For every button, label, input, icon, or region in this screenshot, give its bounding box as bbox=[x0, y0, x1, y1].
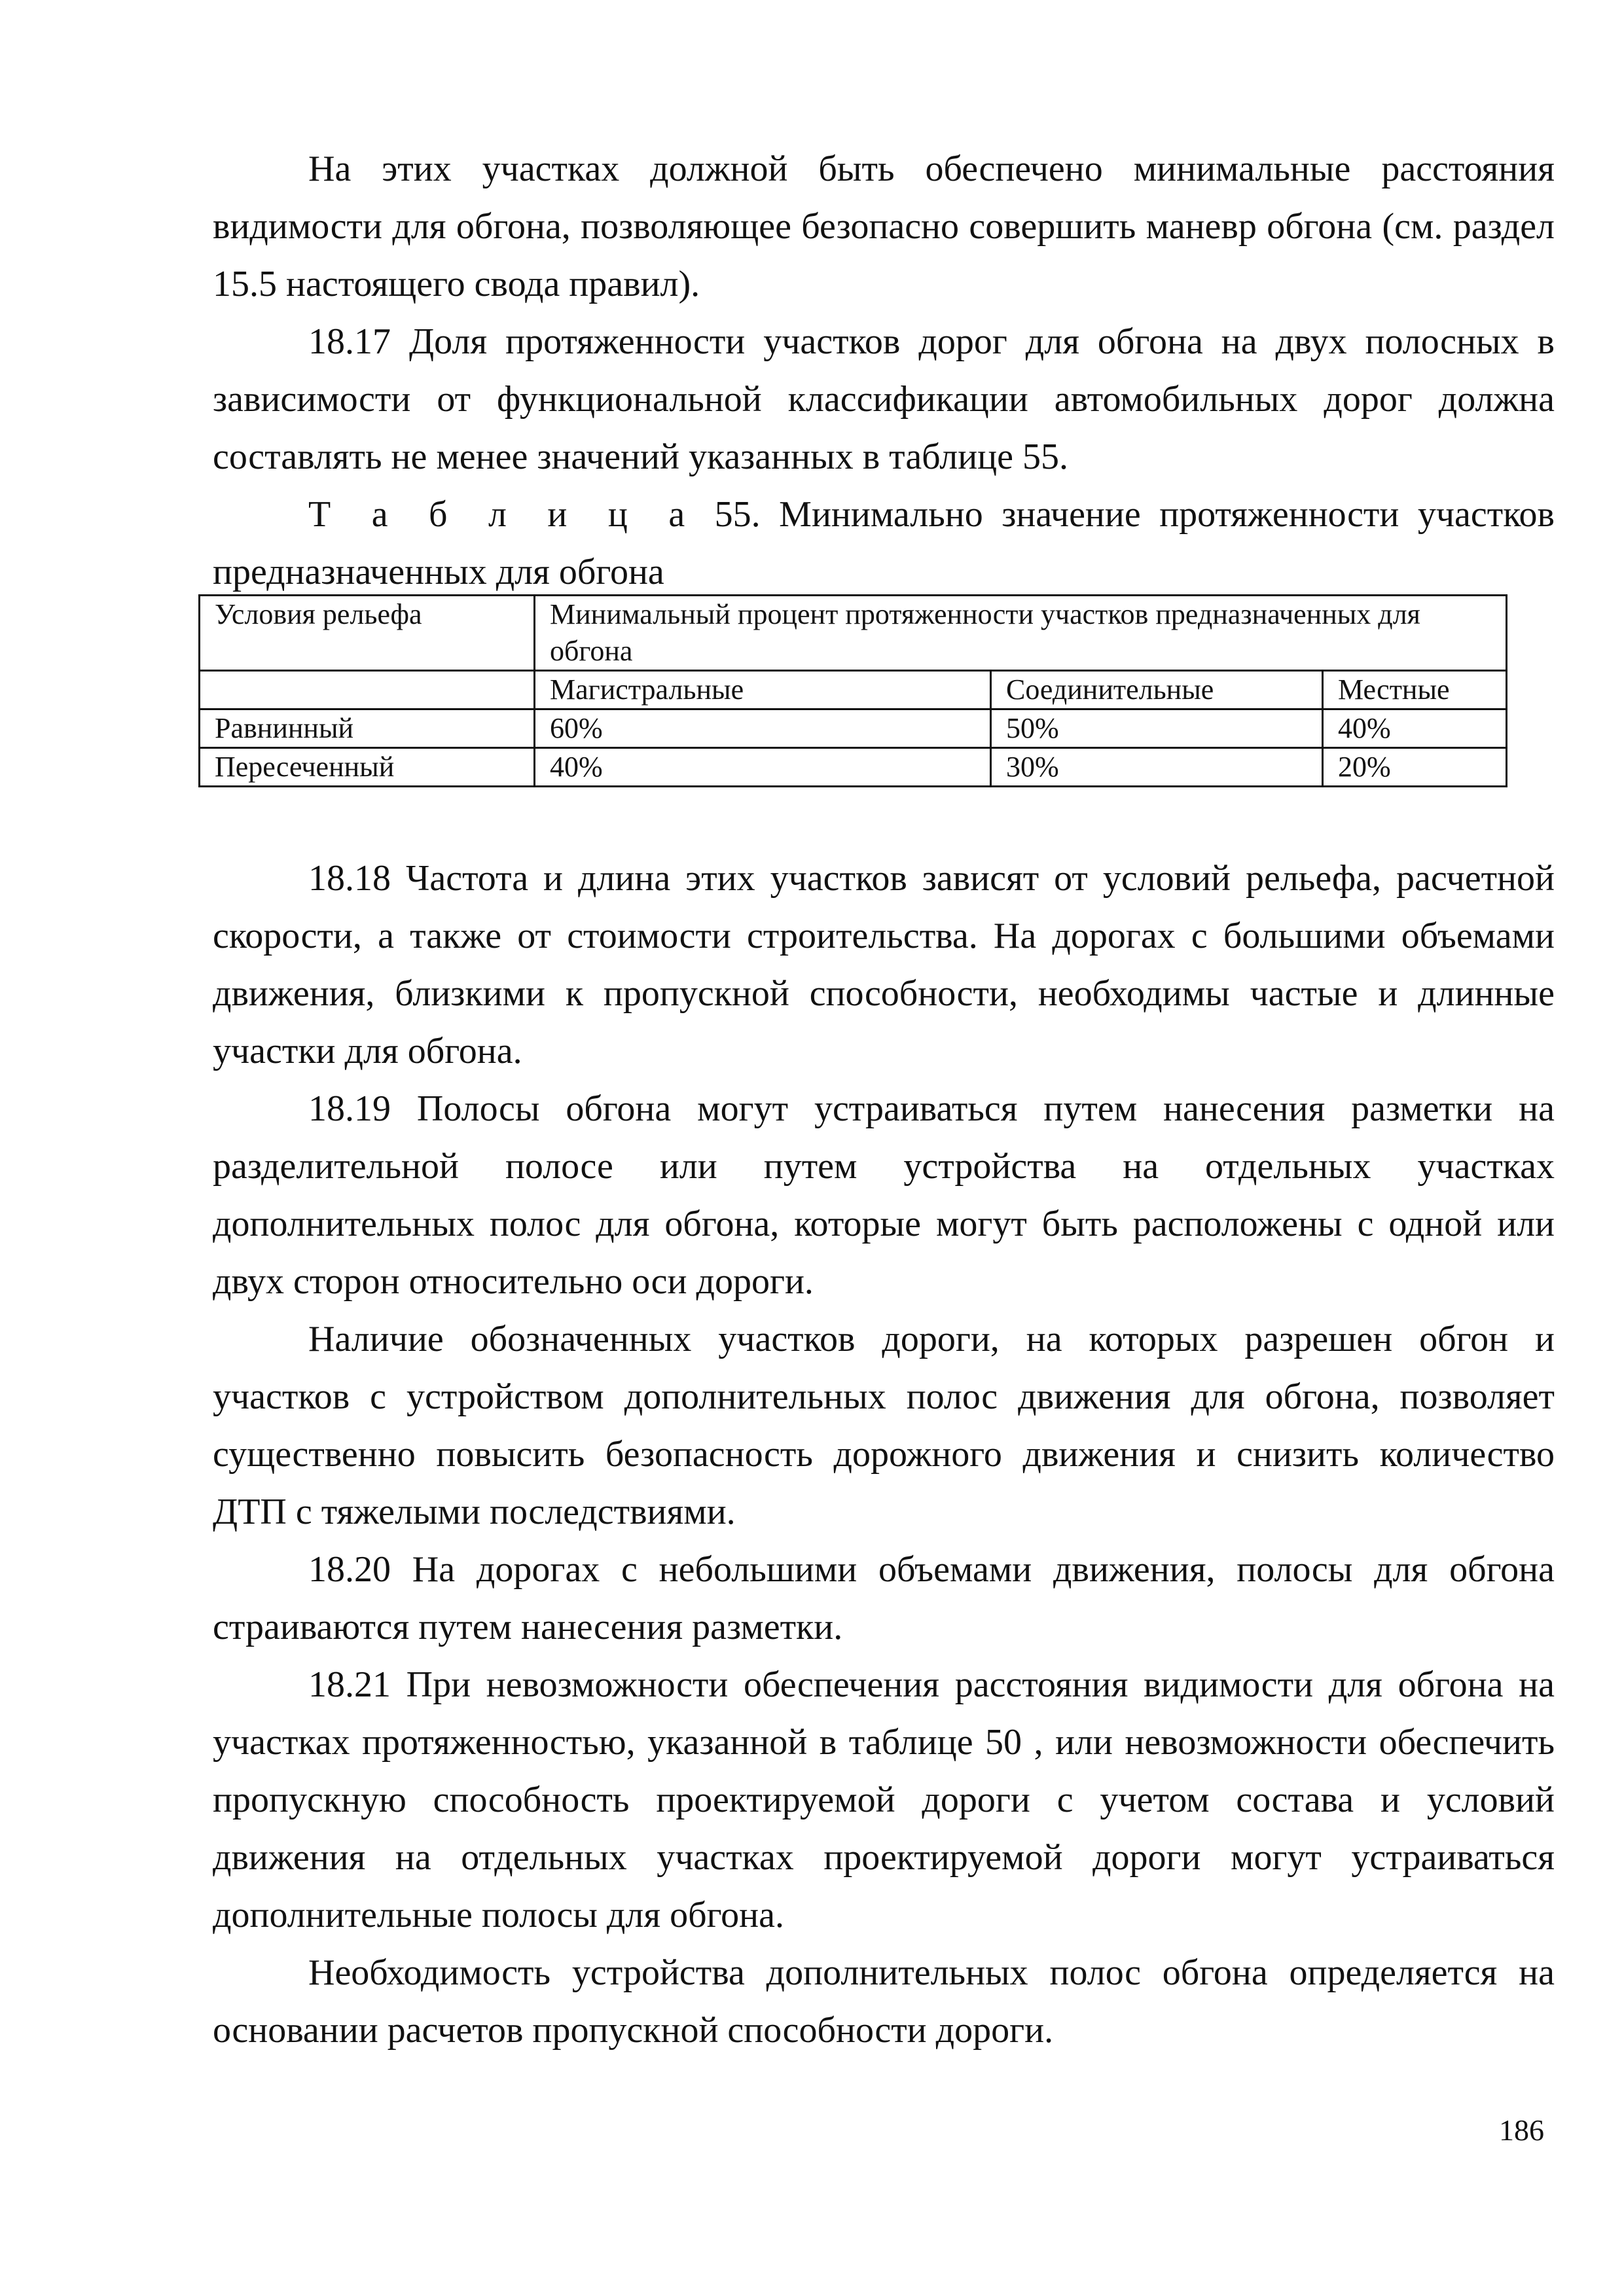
paragraph: Необходимость устройства дополнительных полос обгона определяется на основании расчетов пропускной способности дороги. bbox=[213, 1952, 1555, 2051]
paragraph-18-18: 18.18 Частота и длина этих участков зависят от условий рельефа, расчетной скорости, а также от стоимости строительства. На дорогах с большими объемами движения, близкими к пропускной способности, необходимы частые и длинные участки для обгона. bbox=[213, 858, 1555, 1071]
paragraph: На этих участках должной быть обеспечено минимальные расстояния видимости для обгона, позволяющее безопасно совершить маневр обгона (см. раздел 15.5 настоящего свода правил). bbox=[213, 149, 1555, 304]
table-caption-text: 55. Минимально значение протяженности участков предназначенных для обгона bbox=[213, 494, 1555, 592]
table-row bbox=[200, 709, 1507, 748]
table-caption bbox=[213, 486, 1555, 601]
row-label: Пересеченный bbox=[200, 748, 535, 787]
text-block-top bbox=[213, 140, 1555, 601]
paragraph-18-21: 18.21 При невозможности обеспечения расстояния видимости для обгона на участках протяженностью, указанной в таблице 50 , или невозможности обеспечить пропускную способность проектируемой дороги с учетом состава и условий движения на отдельных участках проектируемой дороги могут устраиваться дополнительные полосы для обгона. bbox=[213, 1664, 1555, 1935]
subheader-trunk: Магистральные bbox=[535, 671, 991, 709]
table-caption-word: Т а б л и ц а bbox=[308, 494, 696, 535]
header-min-percent: Минимальный процент протяженности участков предназначенных для обгона bbox=[535, 596, 1507, 671]
text-block-bottom bbox=[213, 850, 1555, 2059]
row-label: Равнинный bbox=[200, 709, 535, 748]
empty-cell bbox=[200, 671, 535, 709]
subheader-local: Местные bbox=[1323, 671, 1507, 709]
paragraph-18-20: 18.20 На дорогах с небольшими объемами движения, полосы для обгона страиваются путем нанесения разметки. bbox=[213, 1549, 1555, 1647]
table-row bbox=[200, 748, 1507, 787]
table-cell: 40% bbox=[1323, 709, 1507, 748]
subheader-connecting: Соединительные bbox=[991, 671, 1323, 709]
page-number: 186 bbox=[1499, 2113, 1544, 2147]
paragraph-18-19: 18.19 Полосы обгона могут устраиваться путем нанесения разметки на разделительной полосе или путем устройства на отдельных участках дополнительных полос для обгона, которые могут быть расположены с одной или двух сторон относительно оси дороги. bbox=[213, 1088, 1555, 1302]
table-subheader-row bbox=[200, 671, 1507, 709]
table-cell: 50% bbox=[991, 709, 1323, 748]
header-relief: Условия рельефа bbox=[200, 596, 535, 671]
table-header-row bbox=[200, 596, 1507, 671]
table-cell: 40% bbox=[535, 748, 991, 787]
table-cell: 60% bbox=[535, 709, 991, 748]
paragraph: Наличие обозначенных участков дороги, на которых разрешен обгон и участков с устройством дополнительных полос движения для обгона, позволяет существенно повысить безопасность дорожного движения и снизить количество ДТП с тяжелыми последствиями. bbox=[213, 1319, 1555, 1532]
table-55 bbox=[198, 594, 1507, 787]
paragraph-18-17: 18.17 Доля протяженности участков дорог для обгона на двух полосных в зависимости от функциональной классификации автомобильных дорог должна составлять не менее значений указанных в таблице 55. bbox=[213, 321, 1555, 477]
table-cell: 20% bbox=[1323, 748, 1507, 787]
table-cell: 30% bbox=[991, 748, 1323, 787]
